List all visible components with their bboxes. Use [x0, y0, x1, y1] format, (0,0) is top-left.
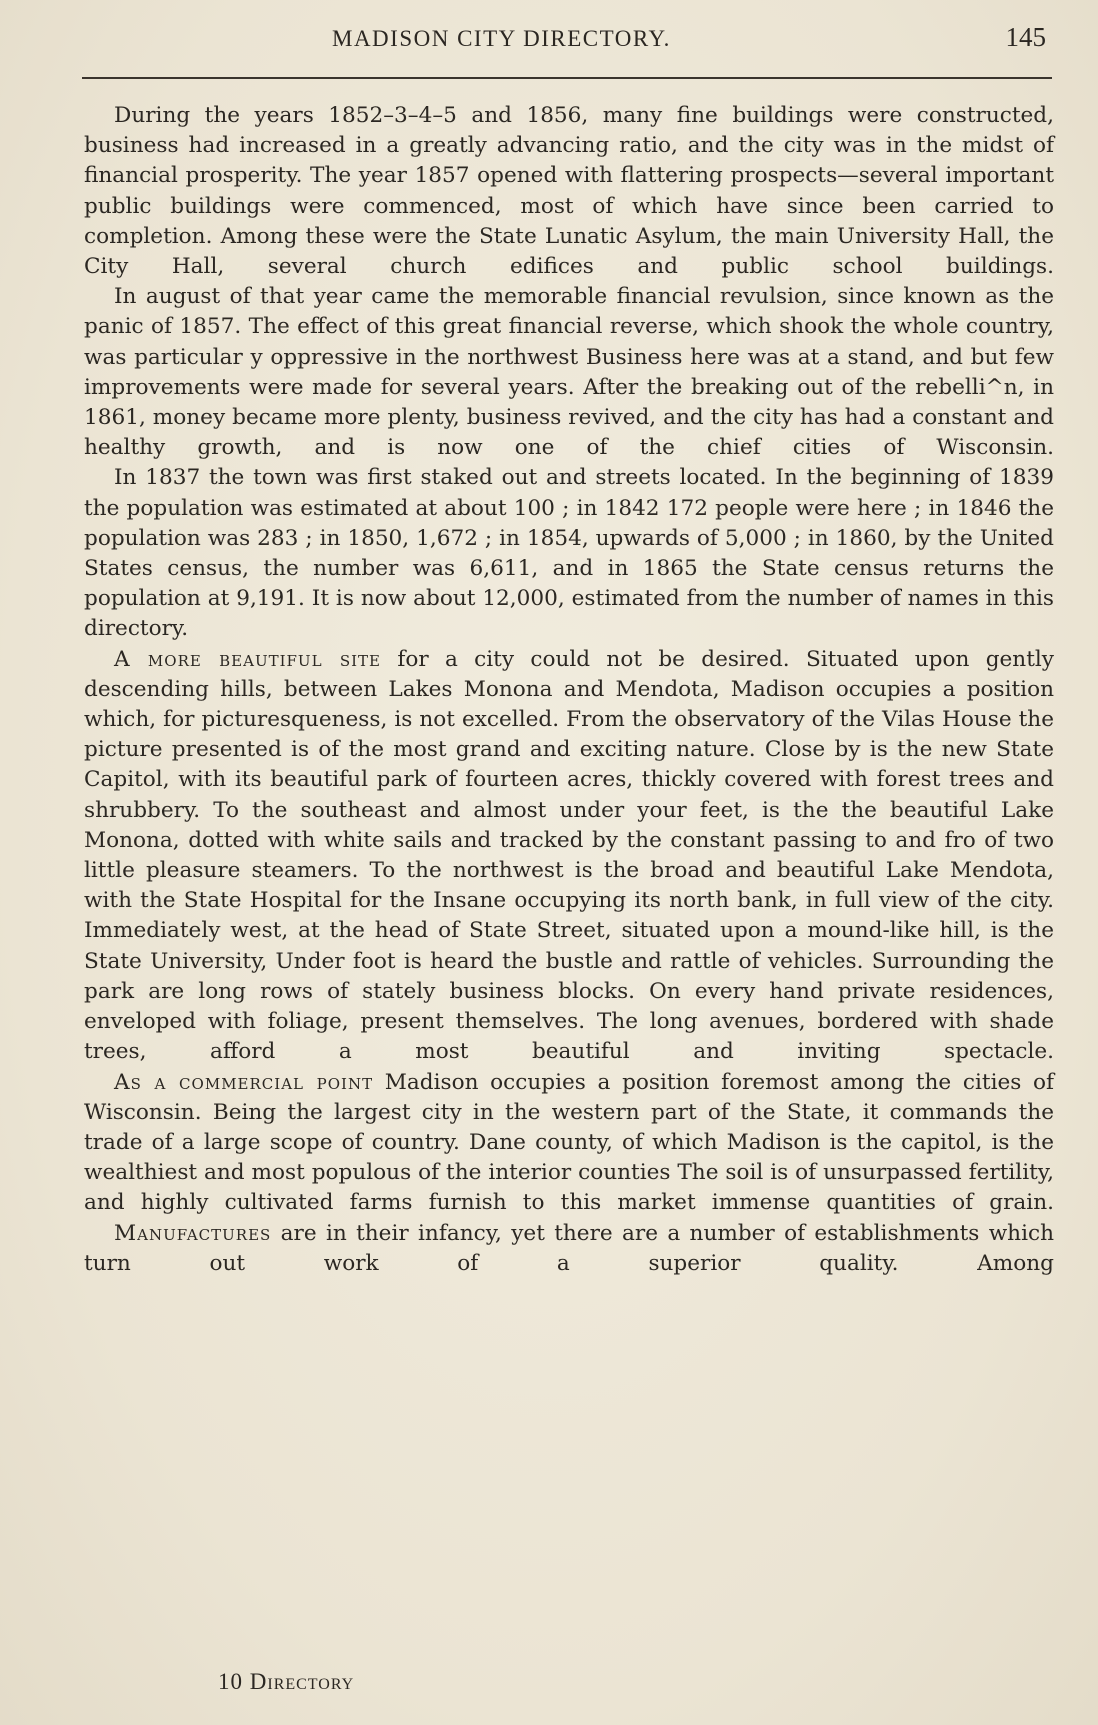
paragraph-text: In august of that year came the memorable financial revulsion, since known as the panic of 1857. The effect of this great financial reverse, which shook the whole country, was particular y oppressive in the northwest Business here was at a stand, and but few improvements were made for several years. After the breaking out of the rebelli^n, in 1861, money became more plenty, business revived, and the city has had a constant and healthy growth, and is now one of the chief cities of Wisconsin. [84, 284, 1054, 461]
paragraph-prosperity [84, 101, 1054, 282]
paragraph-panic [84, 282, 1054, 463]
running-title: MADISON CITY DIRECTORY. [332, 26, 671, 51]
paragraph-text: In 1837 the town was first staked out and streets located. In the beginning of 1839 the population was estimated at about 100 ; in 1842 172 people were here ; in 1846 the population was 283 ; in 1850, 1,672 ; in 1854, upwards of 5,000 ; in 1860, by the United States census, the number was 6,611, and in 1865 the State census returns the population at 9,191. It is now about 12,000, estimated from the number of names in this directory. [84, 465, 1054, 642]
paragraph-manufactures [84, 1219, 1054, 1279]
paragraph-text: During the years 1852–3–4–5 and 1856, many fine buildings were constructed, business had increased in a greatly advancing ratio, and the city was in the midst of financial prosperity. The year 1857 opened with flattering prospects—several important public buildings were commenced, most of which have since been carried to completion. Among these were the State Lunatic Asylum, the main University Hall, the City Hall, several church edifices and public school buildings. [84, 103, 1054, 280]
paragraph-site [84, 645, 1054, 1068]
paragraph-text: Madison occupies a position foremost among the cities of Wisconsin. Being the largest city in the western part of the State, it commands the trade of a large scope of country. Dane county, of which Madison is the capitol, is the wealthiest and most populous of the interior counties The soil is of unsurpassed fertility, and highly cultivated farms furnish to this market immense quantities of grain. [84, 1069, 1055, 1216]
page-number: 145 [1005, 22, 1046, 52]
paragraph-text: for a city could not be desired. Situated upon gently descending hills, between Lakes Monona and Mendota, Madison occupies a position which, for picturesqueness, is not excelled. From the observatory of the Vilas House the picture presented is of the most grand and exciting nature. Close by is the new State Capitol, with its beautiful park of fourteen acres, thickly covered with forest trees and shrubbery. To the southeast and almost under your feet, is the the beautiful Lake Monona, dotted with white sails and tracked by the constant passing to and fro of two little pleasure steamers. To the northwest is the broad and beautiful Lake Mendota, with the State Hospital for the Insane occupying its north bank, in full view of the city. Immediately west, at the head of State Street, situated upon a mound-like hill, is the State University, Under foot is heard the bustle and rattle of vehicles. Surrounding the park are long rows of stately business blocks. On every hand private residences, enveloped with foliage, present themselves. The long avenues, bordered with shade trees, afford a most beautiful and inviting spectacle. [84, 646, 1054, 1065]
body-text [84, 101, 1054, 1279]
paragraph-lead: As a commercial point [114, 1069, 374, 1095]
header-rule [82, 77, 1052, 79]
paragraph-lead: Manufactures [114, 1220, 272, 1246]
paragraph-text: are in their infancy, yet there are a number of establishments which turn out work of a superior quality. Among [84, 1220, 1054, 1276]
paragraph-commercial [84, 1068, 1054, 1219]
running-head [84, 22, 1046, 62]
paragraph-population [84, 463, 1054, 644]
paragraph-lead: A more beautiful site [114, 646, 382, 672]
signature-mark: 10 Directory [218, 1669, 355, 1694]
